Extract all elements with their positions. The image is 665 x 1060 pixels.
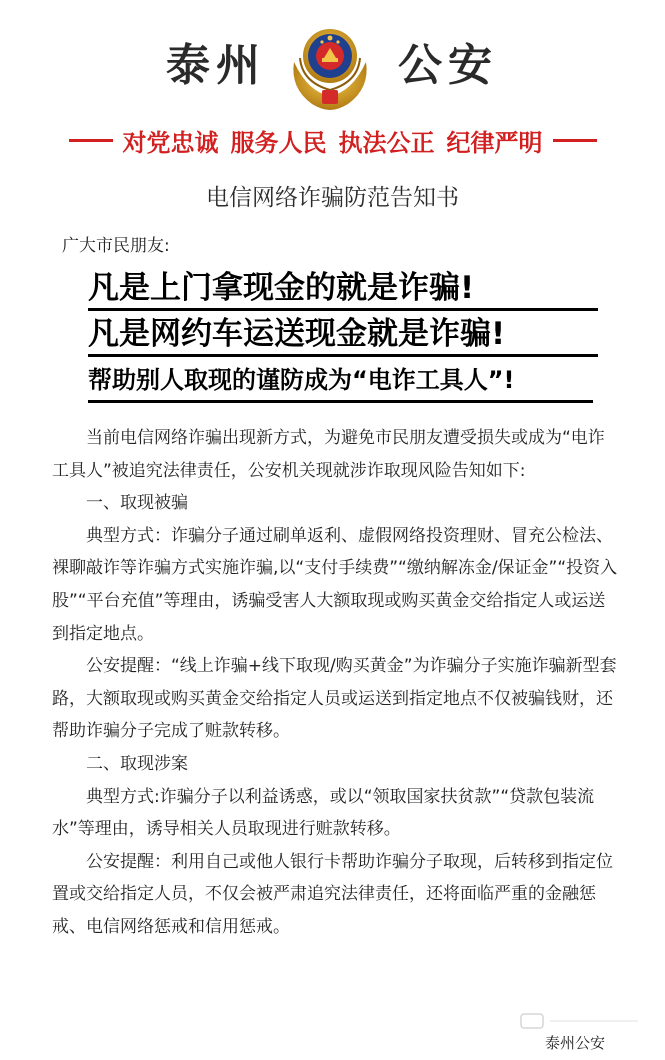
motto-dash-right — [553, 139, 597, 142]
signature: 泰州公安 — [545, 1034, 606, 1052]
police-emblem-icon — [282, 18, 378, 114]
brand-left-text: 泰州 — [166, 40, 266, 91]
motto-item: 纪律严明 — [446, 128, 543, 157]
intro-paragraph: 当前电信网络诈骗出现新方式，为避免市民朋友遭受损失或成为“电诈工具人”被追究法律责任，公安机关现就涉诈取现风险告知如下: — [52, 428, 605, 481]
typical-paragraph: 典型方式:诈骗分子以利益诱惑，或以“领取国家扶贫款”“贷款包装流水”等理由，诱导相关人员取现进行赃款转移。 — [52, 786, 595, 840]
notice-body — [52, 422, 618, 944]
section-heading: 二、取现涉案 — [86, 753, 188, 774]
typical-paragraph: 典型方式：诈骗分子通过刷单返利、虚假网络投资理财、冒充公检法、裸聊敲诈等诈骗方式实施诈骗,以“支付手续费”“缴纳解冻金/保证金”“投资入股”“平台充值”等理由，诱骗受害人大额取现或购买黄金交给指定人或运送到指定地点。 — [52, 525, 618, 644]
reminder-paragraph: 公安提醒：利用自己或他人银行卡帮助诈骗分子取现，后转移到指定位置或交给指定人员，不仅会被严肃追究法律责任，还将面临严重的金融惩戒、电信网络惩戒和信用惩戒。 — [52, 851, 613, 937]
brand-right-text: 公安 — [398, 40, 498, 91]
header-banner — [0, 0, 665, 120]
warning-line: 凡是网约车运送现金就是诈骗! — [88, 314, 598, 357]
section-heading: 一、取现被骗 — [86, 493, 188, 514]
motto-dash-left — [69, 139, 113, 142]
motto-item: 执法公正 — [338, 128, 435, 157]
reminder-paragraph: 公安提醒：“线上诈骗+线下取现/购买黄金”为诈骗分子实施诈骗新型套路，大额取现或购买黄金交给指定人员或运送到指定地点不仅被骗钱财，还帮助诈骗分子完成了赃款转移。 — [52, 656, 617, 742]
warning-line: 帮助别人取现的谨防成为“电诈工具人”! — [88, 360, 593, 403]
document-title: 电信网络诈骗防范告知书 — [206, 185, 459, 211]
motto-item: 对党忠诚 — [122, 128, 219, 157]
warning-line: 凡是上门拿现金的就是诈骗! — [88, 268, 598, 311]
greeting: 广大市民朋友: — [62, 236, 170, 256]
motto-item: 服务人民 — [230, 128, 327, 157]
watermark-logo — [520, 1012, 640, 1030]
motto-bar — [0, 120, 665, 160]
